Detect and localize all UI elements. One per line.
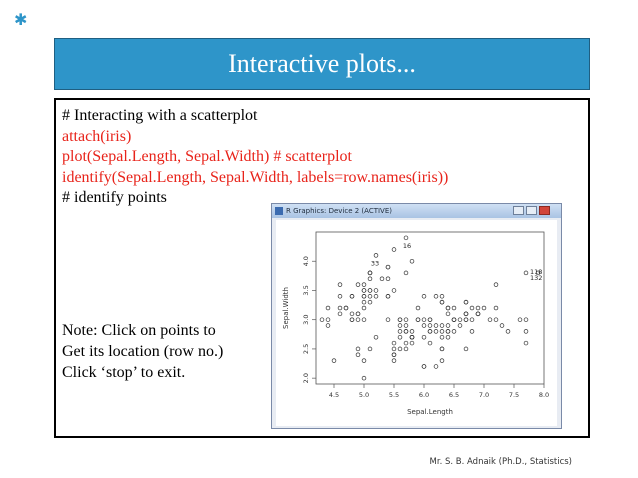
data-point [458,324,462,328]
point-id-label: 16 [402,241,412,250]
data-point [362,289,366,293]
x-tick-label: 7.0 [478,391,490,399]
note-block [62,320,223,383]
data-point [428,329,432,333]
note-line-1: Note: Click on points to [62,322,216,339]
note-line-3: Click ‘stop’ to exit. [62,364,186,381]
point-id-label: 33 [370,259,380,268]
data-point [386,265,390,269]
slide-title-banner [54,38,590,90]
data-point [446,306,450,310]
data-point [410,335,414,339]
x-tick-label: 7.5 [508,391,520,399]
data-point [446,324,450,328]
data-point [398,347,402,351]
data-point [404,271,408,275]
data-point [524,329,528,333]
data-point [404,236,408,240]
code-line-2: attach(iris) [62,127,132,145]
data-point [338,283,342,287]
data-point [350,312,354,316]
point-id-label: 132 [530,273,543,282]
data-point [344,306,348,310]
y-tick-label: 3.5 [302,285,310,296]
data-point [386,318,390,322]
data-point [524,318,528,322]
data-point [398,324,402,328]
data-point [410,341,414,345]
data-point [440,329,444,333]
data-point [422,324,426,328]
x-tick-label: 8.0 [538,391,550,399]
data-point [440,335,444,339]
data-point [392,248,396,252]
data-point [362,294,366,298]
y-tick-label: 3.0 [302,314,310,325]
data-point [416,306,420,310]
data-point [392,347,396,351]
data-point [368,271,372,275]
graphics-window-titlebar[interactable] [272,204,561,218]
data-point [362,318,366,322]
data-point [428,324,432,328]
data-point [440,300,444,304]
data-point [494,306,498,310]
data-point [434,329,438,333]
data-point [500,324,504,328]
plot-frame [316,232,544,384]
data-point [392,353,396,357]
data-point [470,329,474,333]
maximize-button[interactable] [526,206,537,215]
data-point [464,318,468,322]
data-point [476,306,480,310]
data-point [518,318,522,322]
data-point [494,318,498,322]
code-line-1: # Interacting with a scatterplot [62,107,258,124]
x-tick-label: 5.5 [388,391,400,399]
data-point [374,253,378,257]
slide-title: Interactive plots... [228,49,416,78]
data-point [386,277,390,281]
data-point [422,318,426,322]
data-point [356,353,360,357]
y-axis-label: Sepal.Width [282,287,290,329]
x-tick-label: 6.0 [418,391,430,399]
data-point [476,312,480,316]
data-point [398,329,402,333]
data-point [440,347,444,351]
data-point [362,359,366,363]
code-line-5: # identify points [62,189,167,206]
data-point [410,259,414,263]
bullet-star-icon: ✱ [14,10,28,29]
data-point [488,318,492,322]
data-point [506,329,510,333]
close-button[interactable] [539,206,550,215]
data-point [446,312,450,316]
data-point [362,300,366,304]
data-point [326,306,330,310]
data-point [356,318,360,322]
data-point [392,289,396,293]
data-point [374,294,378,298]
data-point [464,300,468,304]
data-point [470,318,474,322]
data-point [398,335,402,339]
data-point [434,294,438,298]
data-point [404,329,408,333]
data-point [362,283,366,287]
data-point [494,283,498,287]
data-point [446,335,450,339]
data-point [464,347,468,351]
data-point [338,312,342,316]
data-point [368,289,372,293]
data-point [470,306,474,310]
data-point [524,271,528,275]
data-point [524,341,528,345]
content-panel [54,98,590,438]
r-graphics-window[interactable] [271,203,562,429]
data-point [362,306,366,310]
data-point [350,294,354,298]
y-tick-label: 4.0 [302,256,310,267]
data-point [356,347,360,351]
x-tick-label: 6.5 [448,391,460,399]
data-point [422,365,426,369]
data-point [404,318,408,322]
data-point [428,318,432,322]
data-point [446,329,450,333]
data-point [440,359,444,363]
data-point [368,277,372,281]
data-point [368,294,372,298]
data-point [362,376,366,380]
data-point [368,300,372,304]
data-point [452,318,456,322]
x-tick-label: 5.0 [358,391,370,399]
code-line-4: identify(Sepal.Length, Sepal.Width, labels=row.names(iris)) [62,168,449,186]
data-point [434,324,438,328]
x-tick-label: 4.5 [328,391,340,399]
data-point [356,283,360,287]
data-point [326,324,330,328]
x-axis-label: Sepal.Length [407,408,453,416]
data-point [350,318,354,322]
data-point [386,294,390,298]
scatterplot[interactable] [276,220,557,426]
graphics-window-title: R Graphics: Device 2 (ACTIVE) [286,207,392,215]
data-point [404,341,408,345]
data-point [326,318,330,322]
data-point [452,306,456,310]
data-point [440,294,444,298]
data-point [410,329,414,333]
data-point [482,306,486,310]
data-point [428,341,432,345]
data-point [404,347,408,351]
point-id-label: 118 [530,267,543,276]
data-point [404,324,408,328]
note-line-2: Get its location (row no.) [62,343,224,360]
data-point [458,318,462,322]
y-tick-label: 2.0 [302,372,310,384]
r-app-icon [275,207,283,215]
y-tick-label: 2.5 [302,343,310,355]
slide-footer: Mr. S. B. Adnaik (Ph.D., Statistics) [429,457,572,467]
plot-area[interactable] [276,220,557,426]
data-point [416,318,420,322]
data-point [320,318,324,322]
data-point [452,329,456,333]
data-point [368,347,372,351]
data-point [374,335,378,339]
data-point [338,306,342,310]
data-point [422,335,426,339]
data-point [398,318,402,322]
data-point [380,277,384,281]
data-point [464,312,468,316]
data-point [392,359,396,363]
minimize-button[interactable] [513,206,524,215]
data-point [356,312,360,316]
code-line-3: plot(Sepal.Length, Sepal.Width) # scatterplot [62,148,352,165]
data-point [332,359,336,363]
data-point [392,341,396,345]
data-point [422,294,426,298]
data-point [434,365,438,369]
data-point [374,289,378,293]
data-point [440,324,444,328]
data-point [338,294,342,298]
code-block [62,106,448,209]
